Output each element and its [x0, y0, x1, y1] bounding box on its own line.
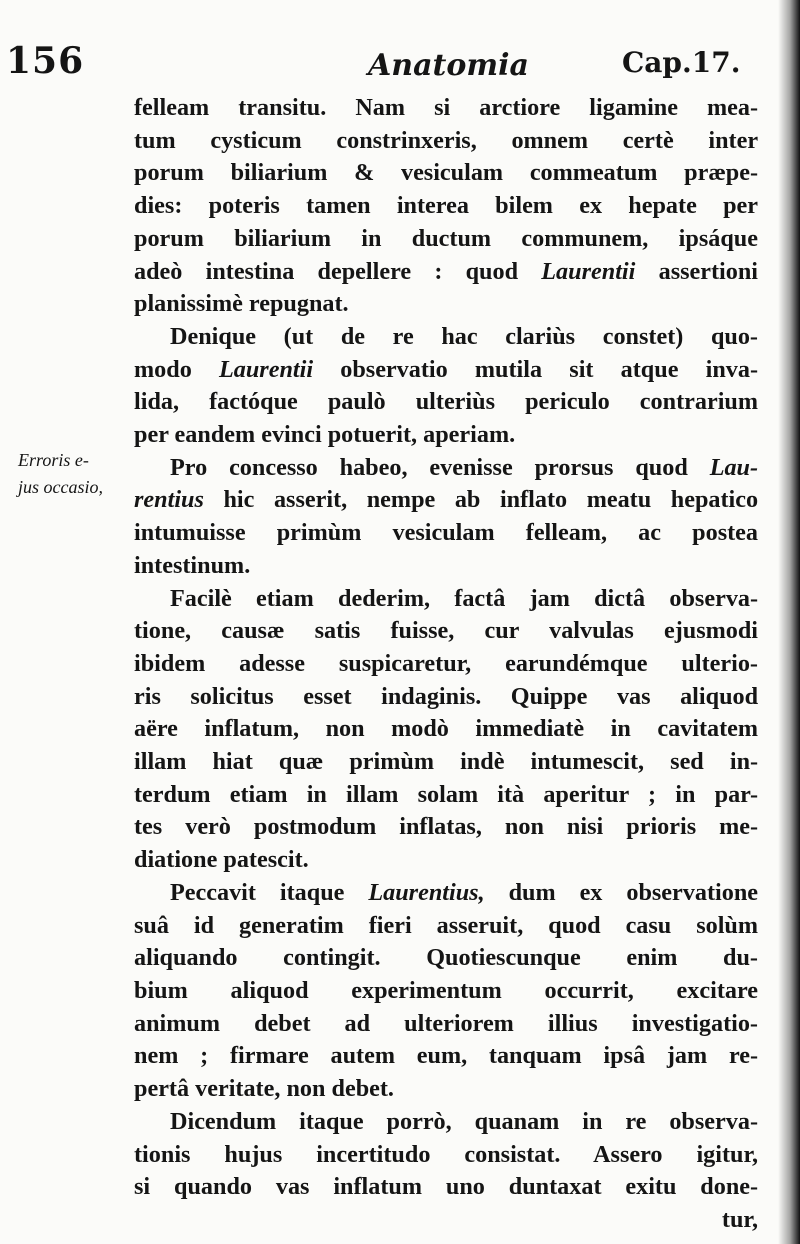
margin-note-line: Erroris e-	[18, 450, 89, 470]
text-line: tione, causæ satis fuisse, cur valvulas ejusmodi	[134, 617, 759, 645]
text-line: Facilè etiam dederim, factâ jam dictâ observa-	[170, 584, 759, 612]
text-line: planissimè repugnat.	[134, 290, 349, 318]
text-line: ibidem adesse suspicaretur, earundémque ulterio-	[134, 649, 758, 677]
text-line: tur,	[721, 1205, 758, 1233]
text-line: bium aliquod experimentum occurrit, excitare	[134, 976, 759, 1004]
margin-note-line: jus occasio,	[18, 477, 103, 497]
text-line: porum biliarium in ductum communem, ipsáque	[134, 224, 758, 252]
text-line: intumuisse primùm vesiculam felleam, ac postea	[134, 519, 758, 547]
body-text	[134, 92, 758, 1237]
text-line: aliquando contingit. Quotiescunque enim du-	[134, 944, 758, 972]
text-line: tum cysticum constrinxeris, omnem certè inter	[134, 126, 759, 154]
chapter-label: Cap.17.	[622, 46, 741, 79]
text-line: diatione patescit.	[134, 846, 309, 874]
text-line: rentius hic asserit, nempe ab inflato meatu hepatico	[134, 486, 759, 514]
text-line: pertâ veritate, non debet.	[134, 1075, 394, 1103]
text-line: si quando vas inflatum uno duntaxat exitu done-	[134, 1173, 759, 1201]
text-line: animum debet ad ulteriorem illius investigatio-	[134, 1009, 758, 1037]
text-line: Pro concesso habeo, evenisse prorsus quod Lau-	[170, 453, 759, 481]
text-line: illam hiat quæ primùm indè intumescit, sed in-	[134, 748, 759, 776]
text-line: Peccavit itaque Laurentius, dum ex observatione	[170, 878, 759, 906]
text-line: per eandem evinci potuerit, aperiam.	[134, 421, 516, 449]
text-line: Dicendum itaque porrò, quanam in re observa-	[170, 1107, 758, 1135]
text-line: porum biliarium & vesiculam commeatum præpe-	[134, 159, 759, 187]
page-number: 156	[6, 40, 85, 82]
text-line: aëre inflatum, non modò immediatè in cavitatem	[134, 715, 759, 743]
text-line: Denique (ut de re hac clariùs constet) quo-	[170, 322, 758, 350]
running-head: Anatomia	[368, 48, 529, 83]
text-line: intestinum.	[134, 551, 251, 579]
text-line: terdum etiam in illam solam ità aperitur ; in par-	[134, 780, 759, 808]
text-line: nem ; firmare autem eum, tanquam ipsâ jam re-	[134, 1042, 759, 1070]
text-line: felleam transitu. Nam si arctiore ligamine mea-	[134, 94, 759, 121]
text-line: tionis hujus incertitudo consistat. Assero igitur,	[134, 1140, 759, 1168]
text-line: suâ id generatim fieri asseruit, quod casu solùm	[134, 911, 759, 939]
text-line: adeò intestina depellere : quod Laurentii assertioni	[134, 257, 759, 285]
page-header	[0, 40, 800, 90]
text-line: ris solicitus esset indaginis. Quippe vas aliquod	[134, 682, 759, 710]
margin-note	[18, 447, 138, 501]
text-line: tes verò postmodum inflatas, non nisi prioris me-	[134, 813, 759, 841]
text-line: lida, factóque paulò ulteriùs periculo contrarium	[134, 388, 759, 416]
text-line: modo Laurentii observatio mutila sit atque inva-	[134, 355, 759, 383]
text-line: dies: poteris tamen interea bilem ex hepate per	[134, 192, 759, 220]
